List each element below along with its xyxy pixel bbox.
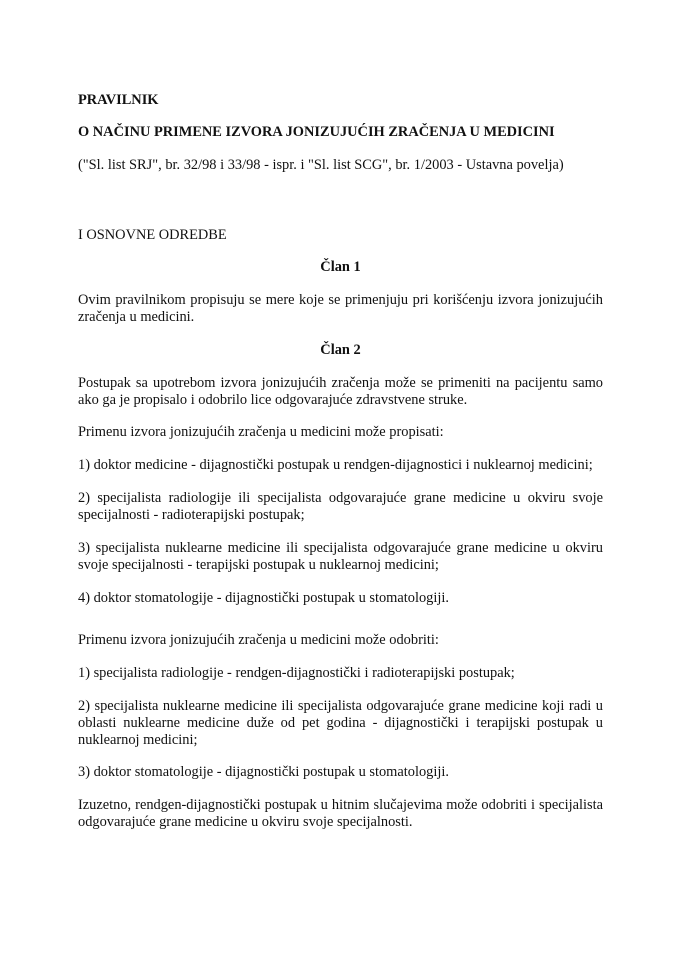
article-2-paragraph: Izuzetno, rendgen-dijagnostički postupak u hitnim slučajevima može odobriti i specijalista odgovarajuće grane medicine u okviru svoje specijalnosti.: [78, 797, 603, 830]
article-2-paragraph: Primenu izvora jonizujućih zračenja u medicini može odobriti:: [78, 632, 439, 648]
document-subtitle: O NAČINU PRIMENE IZVORA JONIZUJUĆIH ZRAČENJA U MEDICINI: [78, 124, 555, 140]
list-item: 1) doktor medicine - dijagnostički postupak u rendgen-dijagnostici i nuklearnoj medicini;: [78, 457, 593, 473]
publication-citation: ("Sl. list SRJ", br. 32/98 i 33/98 - ispr. i "Sl. list SCG", br. 1/2003 - Ustavna povelja): [78, 157, 564, 173]
section-heading: I OSNOVNE ODREDBE: [78, 227, 227, 243]
list-item: 3) specijalista nuklearne medicine ili specijalista odgovarajuće grane medicine u okviru svoje specijalnosti - terapijski postupak u nuklearnoj medicini;: [78, 540, 603, 573]
list-item: 2) specijalista radiologije ili specijalista odgovarajuće grane medicine u okviru svoje specijalnosti - radioterapijski postupak;: [78, 490, 603, 523]
list-item: 3) doktor stomatologije - dijagnostički postupak u stomatologiji.: [78, 764, 449, 780]
article-1-heading: Član 1: [320, 259, 361, 275]
list-item: 4) doktor stomatologije - dijagnostički postupak u stomatologiji.: [78, 590, 449, 606]
list-item: 1) specijalista radiologije - rendgen-dijagnostički i radioterapijski postupak;: [78, 665, 515, 681]
article-2-paragraph: Primenu izvora jonizujućih zračenja u medicini može propisati:: [78, 424, 444, 440]
article-2-paragraph: Postupak sa upotrebom izvora jonizujućih zračenja može se primeniti na pacijentu samo ako ga je propisalo i odobrilo lice odgovarajuće zdravstvene struke.: [78, 375, 603, 408]
document-title: PRAVILNIK: [78, 92, 159, 108]
list-item: 2) specijalista nuklearne medicine ili specijalista odgovarajuće grane medicine koji radi u oblasti nuklearne medicine duže od pet godina - dijagnostički i terapijski postupak u nuklearnoj medicini;: [78, 698, 603, 748]
article-1-paragraph: Ovim pravilnikom propisuju se mere koje se primenjuju pri korišćenju izvora jonizujućih zračenja u medicini.: [78, 292, 603, 325]
article-2-heading: Član 2: [320, 342, 361, 358]
